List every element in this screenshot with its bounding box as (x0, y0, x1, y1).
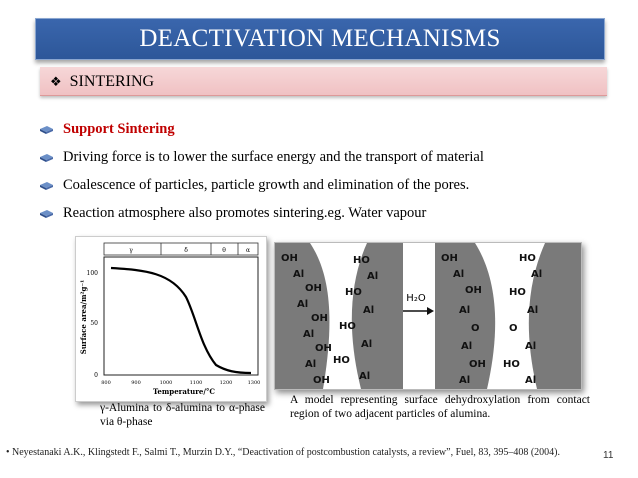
slide-title: DEACTIVATION MECHANISMS (35, 18, 605, 60)
phase-label: θ (222, 247, 226, 254)
x-tick-label: 1200 (219, 380, 233, 386)
svg-text:HO: HO (345, 287, 362, 298)
y-tick-label: 100 (86, 270, 98, 277)
x-tick-label: 1100 (189, 380, 203, 386)
svg-text:Al: Al (453, 269, 465, 280)
bullet-item (38, 176, 598, 204)
svg-text:Al: Al (359, 371, 371, 382)
svg-text:Al: Al (459, 305, 471, 316)
svg-text:O: O (471, 323, 480, 334)
svg-text:HO: HO (519, 253, 536, 264)
svg-text:Al: Al (297, 299, 309, 310)
particle-left-b (435, 243, 495, 389)
bullet-item (38, 120, 598, 148)
book-bullet-icon (38, 179, 54, 191)
svg-text:OH: OH (281, 253, 298, 264)
svg-text:Al: Al (367, 271, 379, 282)
arrow-head-icon (427, 307, 434, 315)
phase-band (104, 243, 258, 255)
svg-text:HO: HO (503, 359, 520, 370)
y-axis-label: Surface area/m²g⁻¹ (79, 279, 88, 355)
svg-text:Al: Al (363, 305, 375, 316)
bullet-text: Driving force is to lower the surface energy and the transport of material (63, 149, 484, 165)
section-title: SINTERING (69, 73, 155, 90)
x-tick-label: 1000 (159, 380, 173, 386)
surface-area-curve (111, 268, 251, 373)
diamond-bullet-icon: ❖ (50, 75, 62, 90)
svg-text:OH: OH (311, 313, 328, 324)
svg-text:Al: Al (293, 269, 305, 280)
chart-caption: γ-Alumina to δ-alumina to α-phase via θ-phase (100, 402, 265, 428)
svg-text:OH: OH (305, 283, 322, 294)
reference-citation: • Neyestanaki A.K., Klingstedt F., Salmi T., Murzin D.Y., “Deactivation of postcombustion catalysts, a review”, Fuel, 83, 395–408 (2004). (6, 447, 561, 458)
y-tick-label: 50 (90, 320, 98, 327)
svg-text:HO: HO (333, 355, 350, 366)
svg-text:Al: Al (531, 269, 543, 280)
phase-label: δ (184, 247, 188, 254)
surface-area-chart (75, 236, 267, 402)
arrow-label: H₂O (406, 293, 426, 304)
section-header (40, 67, 607, 96)
phase-label: γ (129, 247, 133, 254)
svg-text:HO: HO (509, 287, 526, 298)
svg-text:Al: Al (361, 339, 373, 350)
bullet-text: Support Sintering (63, 121, 175, 137)
book-bullet-icon (38, 151, 54, 163)
svg-text:OH: OH (465, 285, 482, 296)
phase-label: α (245, 247, 251, 254)
svg-text:Al: Al (525, 341, 537, 352)
svg-text:OH: OH (315, 343, 332, 354)
svg-text:Al: Al (461, 341, 473, 352)
svg-text:OH: OH (469, 359, 486, 370)
bullet-text: Reaction atmosphere also promotes sintering.eg. Water vapour (63, 205, 427, 221)
svg-text:Al: Al (527, 305, 539, 316)
plot-area (104, 257, 258, 375)
svg-text:Al: Al (525, 375, 537, 386)
book-bullet-icon (38, 207, 54, 219)
svg-text:HO: HO (353, 255, 370, 266)
bullet-text: Coalescence of particles, particle growth and elimination of the pores. (63, 177, 470, 193)
x-axis-label: Temperature/°C (153, 387, 215, 396)
svg-text:Al: Al (303, 329, 315, 340)
svg-text:OH: OH (441, 253, 458, 264)
svg-text:O: O (509, 323, 518, 334)
svg-text:Al: Al (459, 375, 471, 386)
dehydroxylation-figure (274, 242, 582, 390)
particle-right-b (529, 243, 581, 389)
svg-text:OH: OH (313, 375, 330, 386)
bullet-list (38, 120, 598, 232)
x-tick-label: 1300 (247, 380, 261, 386)
bullet-item (38, 148, 598, 176)
x-tick-label: 800 (101, 380, 111, 386)
book-bullet-icon (38, 123, 54, 135)
svg-text:Al: Al (305, 359, 317, 370)
page-number: 11 (603, 450, 614, 461)
chart-svg (76, 237, 266, 401)
y-tick-label: 0 (94, 372, 98, 379)
bullet-item (38, 204, 598, 232)
svg-text:HO: HO (339, 321, 356, 332)
figure-caption: A model representing surface dehydroxylation from contact region of two adjacent particles of alumina. (290, 394, 590, 420)
figure-svg (275, 243, 581, 389)
x-tick-label: 900 (131, 380, 141, 386)
